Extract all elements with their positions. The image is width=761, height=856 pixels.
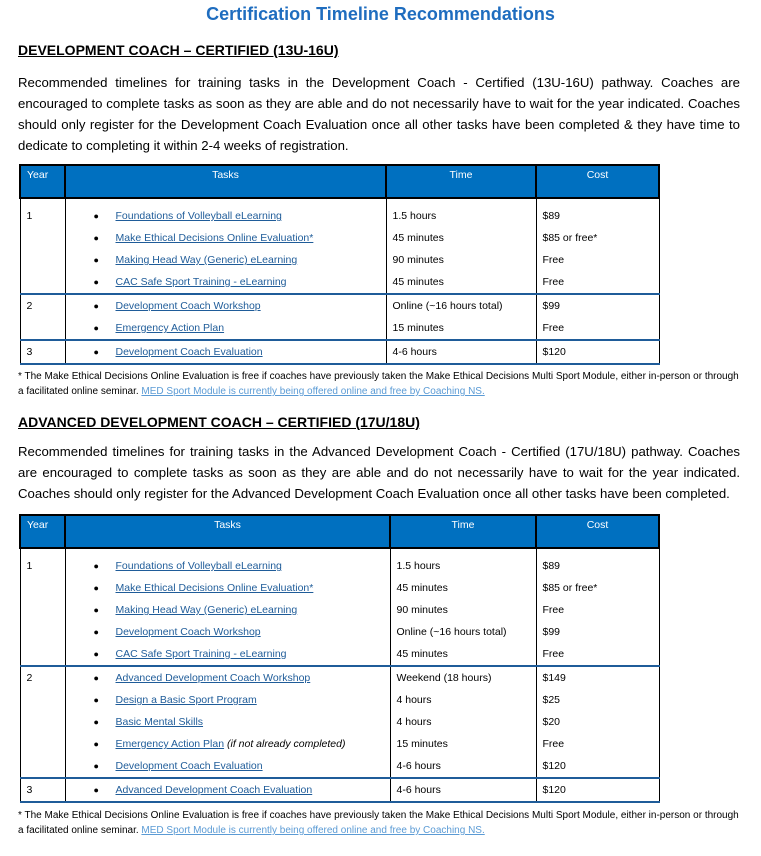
table-row bbox=[20, 294, 659, 317]
bullet-icon: ● bbox=[93, 717, 99, 727]
bullet-icon: ● bbox=[93, 627, 99, 637]
table-row bbox=[20, 227, 659, 249]
task-link[interactable]: Making Head Way (Generic) eLearning bbox=[115, 604, 298, 616]
year-cell: 1 bbox=[20, 205, 65, 227]
year-cell bbox=[20, 271, 65, 294]
cost-cell: $99 bbox=[536, 294, 659, 317]
bullet-icon: ● bbox=[93, 761, 99, 771]
section-heading-development-coach: DEVELOPMENT COACH – CERTIFIED (13U-16U) bbox=[18, 42, 339, 58]
table-row bbox=[20, 711, 659, 733]
year-cell: 2 bbox=[20, 666, 65, 689]
table-row bbox=[20, 621, 659, 643]
cost-cell: $85 or free* bbox=[536, 577, 659, 599]
cost-cell: $99 bbox=[536, 621, 659, 643]
time-cell: 1.5 hours bbox=[386, 205, 536, 227]
year-cell bbox=[20, 689, 65, 711]
time-cell: 15 minutes bbox=[386, 317, 536, 340]
footnote-text: * The Make Ethical Decisions Online Evaluation is free if coaches have previously taken the Make Ethical Decisions Multi Sport Module, either in-person or through a facilitated online seminar. bbox=[18, 371, 739, 397]
med-sport-module-link[interactable]: MED Sport Module is currently being offered online and free by Coaching NS. bbox=[141, 386, 485, 397]
task-cell bbox=[65, 271, 386, 294]
med-sport-module-link[interactable]: MED Sport Module is currently being offered online and free by Coaching NS. bbox=[141, 825, 485, 836]
time-cell: 4-6 hours bbox=[390, 755, 536, 778]
task-link[interactable]: Emergency Action Plan bbox=[115, 322, 225, 334]
task-cell bbox=[65, 249, 386, 271]
cost-cell: Free bbox=[536, 271, 659, 294]
task-link[interactable]: Foundations of Volleyball eLearning bbox=[115, 560, 282, 572]
table-row bbox=[20, 599, 659, 621]
cost-cell: Free bbox=[536, 249, 659, 271]
column-header-time: Time bbox=[390, 515, 536, 548]
table-row bbox=[20, 666, 659, 689]
table-row bbox=[20, 340, 659, 364]
bullet-icon: ● bbox=[93, 301, 99, 311]
bullet-icon: ● bbox=[93, 673, 99, 683]
spacer-cell bbox=[65, 198, 386, 205]
column-header-cost: Cost bbox=[536, 165, 659, 198]
year-cell bbox=[20, 711, 65, 733]
year-cell: 3 bbox=[20, 340, 65, 364]
time-cell: 45 minutes bbox=[386, 227, 536, 249]
time-cell: 45 minutes bbox=[386, 271, 536, 294]
time-cell: 4-6 hours bbox=[390, 778, 536, 802]
task-cell bbox=[65, 577, 390, 599]
year-cell: 3 bbox=[20, 778, 65, 802]
cost-cell: $89 bbox=[536, 205, 659, 227]
header-spacer-row bbox=[20, 548, 659, 555]
bullet-icon: ● bbox=[93, 255, 99, 265]
spacer-cell bbox=[65, 548, 390, 555]
spacer-cell bbox=[390, 548, 536, 555]
table-row bbox=[20, 249, 659, 271]
table-row bbox=[20, 643, 659, 666]
task-cell bbox=[65, 666, 390, 689]
task-cell bbox=[65, 555, 390, 577]
bullet-icon: ● bbox=[93, 649, 99, 659]
task-cell bbox=[65, 711, 390, 733]
cost-cell: $120 bbox=[536, 340, 659, 364]
task-cell bbox=[65, 733, 390, 755]
bullet-icon: ● bbox=[93, 695, 99, 705]
year-cell bbox=[20, 317, 65, 340]
section-intro-advanced-development-coach: Recommended timelines for training tasks in the Advanced Development Coach - Certified (17U/18U) pathway. Coaches are encouraged to complete tasks as soon as they are able and do not necessarily have to wait for the year indicated. Coaches should only register for the Advanced Development Coach Evaluation once all other tasks have been completed. bbox=[18, 444, 740, 501]
task-link[interactable]: Advanced Development Coach Evaluation bbox=[115, 784, 313, 796]
bullet-icon: ● bbox=[93, 277, 99, 287]
table-row bbox=[20, 317, 659, 340]
task-link[interactable]: Development Coach Evaluation bbox=[115, 760, 263, 772]
task-link[interactable]: Emergency Action Plan bbox=[115, 738, 225, 750]
task-cell bbox=[65, 778, 390, 802]
task-link[interactable]: Development Coach Workshop bbox=[115, 300, 261, 312]
time-cell: 4-6 hours bbox=[386, 340, 536, 364]
header-spacer-row bbox=[20, 198, 659, 205]
task-link[interactable]: Advanced Development Coach Workshop bbox=[115, 672, 311, 684]
column-header-tasks: Tasks bbox=[65, 515, 390, 548]
time-cell: 90 minutes bbox=[386, 249, 536, 271]
column-header-tasks: Tasks bbox=[65, 165, 386, 198]
cost-cell: $120 bbox=[536, 778, 659, 802]
cost-cell: Free bbox=[536, 317, 659, 340]
cost-cell: $25 bbox=[536, 689, 659, 711]
spacer-cell bbox=[386, 198, 536, 205]
timeline-table-development-coach bbox=[19, 164, 660, 365]
task-note: (if not already completed) bbox=[226, 738, 346, 750]
bullet-icon: ● bbox=[93, 233, 99, 243]
task-cell bbox=[65, 689, 390, 711]
table-row bbox=[20, 577, 659, 599]
spacer-cell bbox=[20, 198, 65, 205]
task-link[interactable]: Design a Basic Sport Program bbox=[115, 694, 257, 706]
year-cell bbox=[20, 621, 65, 643]
column-header-time: Time bbox=[386, 165, 536, 198]
task-link[interactable]: Make Ethical Decisions Online Evaluation* bbox=[115, 582, 314, 594]
time-cell: Online (~16 hours total) bbox=[386, 294, 536, 317]
column-header-year: Year bbox=[20, 165, 65, 198]
time-cell: 90 minutes bbox=[390, 599, 536, 621]
cost-cell: $20 bbox=[536, 711, 659, 733]
time-cell: Online (~16 hours total) bbox=[390, 621, 536, 643]
spacer-cell bbox=[536, 548, 659, 555]
task-link[interactable]: CAC Safe Sport Training - eLearning bbox=[115, 648, 287, 660]
bullet-icon: ● bbox=[93, 739, 99, 749]
cost-cell: Free bbox=[536, 733, 659, 755]
table-row bbox=[20, 205, 659, 227]
task-cell bbox=[65, 205, 386, 227]
time-cell: 4 hours bbox=[390, 689, 536, 711]
year-cell bbox=[20, 249, 65, 271]
spacer-cell bbox=[20, 548, 65, 555]
task-link[interactable]: Basic Mental Skills bbox=[115, 716, 204, 728]
bullet-icon: ● bbox=[93, 347, 99, 357]
cost-cell: $120 bbox=[536, 755, 659, 778]
task-link[interactable]: Development Coach Evaluation bbox=[115, 346, 263, 358]
cost-cell: Free bbox=[536, 643, 659, 666]
year-cell: 2 bbox=[20, 294, 65, 317]
spacer-cell bbox=[536, 198, 659, 205]
task-cell bbox=[65, 317, 386, 340]
time-cell: 45 minutes bbox=[390, 577, 536, 599]
section-intro-development-coach: Recommended timelines for training tasks in the Development Coach - Certified (13U-16U) pathway. Coaches are encouraged to complete tasks as soon as they are able and do not necessarily have to wait for the year indicated. Coaches should only register for the Development Coach Evaluation once all other tasks have been completed & they have time to dedicate to completing it within 2-4 weeks of registration. bbox=[18, 75, 740, 153]
table-row bbox=[20, 778, 659, 802]
table-row bbox=[20, 755, 659, 778]
table-row bbox=[20, 555, 659, 577]
task-cell bbox=[65, 340, 386, 364]
task-link[interactable]: Making Head Way (Generic) eLearning bbox=[115, 254, 298, 266]
task-cell bbox=[65, 227, 386, 249]
footnote-advanced-development-coach bbox=[18, 808, 740, 838]
year-cell bbox=[20, 755, 65, 778]
table-row bbox=[20, 689, 659, 711]
task-cell bbox=[65, 621, 390, 643]
time-cell: Weekend (18 hours) bbox=[390, 666, 536, 689]
task-cell bbox=[65, 294, 386, 317]
cost-cell: $85 or free* bbox=[536, 227, 659, 249]
bullet-icon: ● bbox=[93, 323, 99, 333]
year-cell: 1 bbox=[20, 555, 65, 577]
column-header-year: Year bbox=[20, 515, 65, 548]
bullet-icon: ● bbox=[93, 605, 99, 615]
table-row bbox=[20, 271, 659, 294]
time-cell: 4 hours bbox=[390, 711, 536, 733]
task-link[interactable]: Foundations of Volleyball eLearning bbox=[115, 210, 282, 222]
section-heading-advanced-development-coach: ADVANCED DEVELOPMENT COACH – CERTIFIED (17U/18U) bbox=[18, 414, 420, 430]
column-header-cost: Cost bbox=[536, 515, 659, 548]
time-cell: 45 minutes bbox=[390, 643, 536, 666]
bullet-icon: ● bbox=[93, 211, 99, 221]
year-cell bbox=[20, 643, 65, 666]
year-cell bbox=[20, 227, 65, 249]
year-cell bbox=[20, 599, 65, 621]
footnote-development-coach bbox=[18, 369, 740, 399]
cost-cell: Free bbox=[536, 599, 659, 621]
page-title: Certification Timeline Recommendations bbox=[206, 4, 555, 24]
year-cell bbox=[20, 577, 65, 599]
task-cell bbox=[65, 643, 390, 666]
bullet-icon: ● bbox=[93, 583, 99, 593]
year-cell bbox=[20, 733, 65, 755]
task-link[interactable]: CAC Safe Sport Training - eLearning bbox=[115, 276, 287, 288]
cost-cell: $149 bbox=[536, 666, 659, 689]
time-cell: 15 minutes bbox=[390, 733, 536, 755]
task-cell bbox=[65, 599, 390, 621]
time-cell: 1.5 hours bbox=[390, 555, 536, 577]
timeline-table-advanced-development-coach bbox=[19, 514, 660, 803]
table-row bbox=[20, 733, 659, 755]
footnote-text: * The Make Ethical Decisions Online Evaluation is free if coaches have previously taken the Make Ethical Decisions Multi Sport Module, either in-person or through a facilitated online seminar. bbox=[18, 810, 739, 836]
task-link[interactable]: Make Ethical Decisions Online Evaluation* bbox=[115, 232, 314, 244]
bullet-icon: ● bbox=[93, 785, 99, 795]
task-cell bbox=[65, 755, 390, 778]
bullet-icon: ● bbox=[93, 561, 99, 571]
cost-cell: $89 bbox=[536, 555, 659, 577]
task-link[interactable]: Development Coach Workshop bbox=[115, 626, 261, 638]
